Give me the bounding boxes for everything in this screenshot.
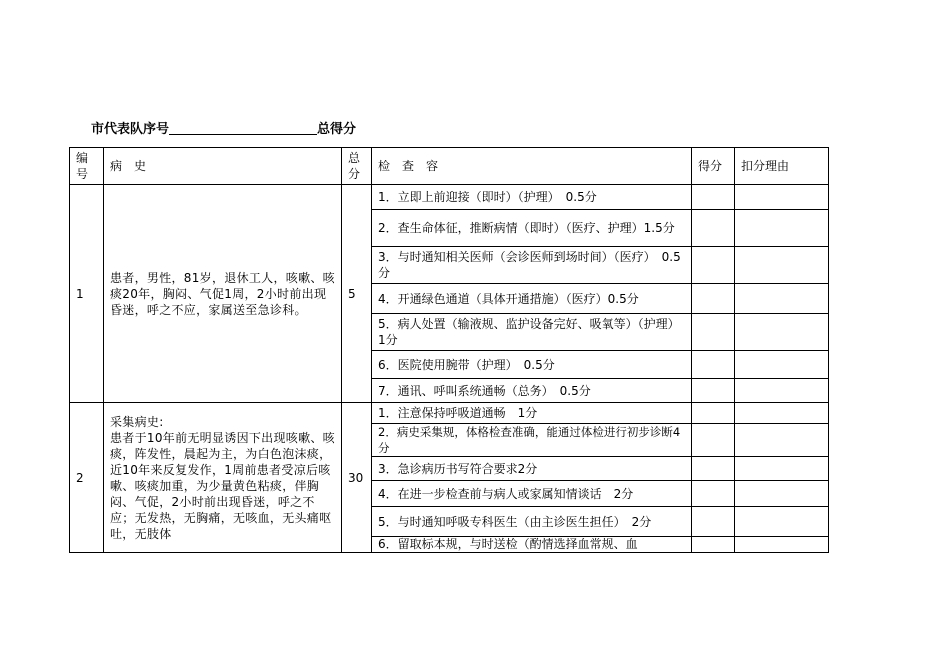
section2-item-5: 5．与时通知呼吸专科医生（由主诊医生担任） 2分: [372, 507, 692, 537]
section2-item-1: 1．注意保持呼吸道通畅 1分: [372, 403, 692, 424]
table-row: [70, 185, 829, 210]
section2-item-6: 6．留取标本规，与时送检（酌情选择血常规、血: [372, 537, 692, 553]
reason-cell[interactable]: [735, 351, 829, 379]
section1-item-3: 3．与时通知相关医师（会诊医师到场时间）（医疗） 0.5分: [372, 247, 692, 284]
header-history: 病 史: [104, 148, 342, 185]
reason-cell[interactable]: [735, 185, 829, 210]
header-reason: 扣分理由: [735, 148, 829, 185]
section2-history: 患者于10年前无明显诱因下出现咳嗽、咳痰，阵发性，晨起为主，为白色泡沫痰，近10年来反复发作，1周前患者受凉后咳嗽、咳痰加重，为少量黄色粘痰，伴胸闷、气促，2小时前出现昏迷，呼之不应；无发热，无胸痛，无咳血，无头痛呕吐，无肢体: [110, 430, 335, 541]
score-cell[interactable]: [692, 537, 735, 553]
score-cell[interactable]: [692, 481, 735, 507]
score-cell[interactable]: [692, 284, 735, 314]
section1-item-6: 6．医院使用腕带（护理） 0.5分: [372, 351, 692, 379]
section2-item-3: 3．急诊病历书写符合要求2分: [372, 457, 692, 481]
reason-cell[interactable]: [735, 403, 829, 424]
reason-cell[interactable]: [735, 284, 829, 314]
score-cell[interactable]: [692, 314, 735, 351]
reason-cell[interactable]: [735, 481, 829, 507]
section2-num: 2: [70, 403, 104, 553]
reason-cell[interactable]: [735, 507, 829, 537]
section1-item-1: 1．立即上前迎接（即时）（护理） 0.5分: [372, 185, 692, 210]
section1-num: 1: [70, 185, 104, 403]
score-cell[interactable]: [692, 351, 735, 379]
section1-total: 5: [342, 185, 372, 403]
header-num: 编号: [70, 148, 104, 185]
reason-cell[interactable]: [735, 457, 829, 481]
section1-item-7: 7．通讯、呼叫系统通畅（总务） 0.5分: [372, 379, 692, 403]
score-cell[interactable]: [692, 379, 735, 403]
reason-cell[interactable]: [735, 537, 829, 553]
score-cell[interactable]: [692, 403, 735, 424]
form-header: [91, 117, 356, 137]
section2-history-title: 采集病史:: [110, 414, 164, 429]
header-score: 得分: [692, 148, 735, 185]
section2-item-2: 2．病史采集规，体格检查准确，能通过体检进行初步诊断4分: [372, 424, 692, 457]
reason-cell[interactable]: [735, 247, 829, 284]
header-content: 检 查 容: [372, 148, 692, 185]
section2-history-cell: [104, 403, 342, 553]
total-score-label: 总得分: [317, 121, 357, 137]
score-cell[interactable]: [692, 247, 735, 284]
score-cell[interactable]: [692, 185, 735, 210]
assessment-table: [69, 147, 829, 553]
table-row: [70, 403, 829, 424]
header-total: 总分: [342, 148, 372, 185]
reason-cell[interactable]: [735, 379, 829, 403]
reason-cell[interactable]: [735, 424, 829, 457]
reason-cell[interactable]: [735, 210, 829, 247]
section1-item-2: 2．查生命体征，推断病情（即时）（医疗、护理）1.5分: [372, 210, 692, 247]
section1-item-4: 4．开通绿色通道（具体开通措施）（医疗）0.5分: [372, 284, 692, 314]
score-cell[interactable]: [692, 457, 735, 481]
reason-cell[interactable]: [735, 314, 829, 351]
section1-item-5: 5．病人处置（输液规、监护设备完好、吸氧等）（护理）1分: [372, 314, 692, 351]
section1-history: 患者，男性，81岁，退休工人，咳嗽、咳痰20年，胸闷、气促1周，2小时前出现昏迷，呼之不应，家属送至急诊科。: [104, 185, 342, 403]
score-cell[interactable]: [692, 424, 735, 457]
team-number-blank[interactable]: [169, 120, 317, 135]
section2-total: 30: [342, 403, 372, 553]
section2-item-4: 4．在进一步检查前与病人或家属知情谈话 2分: [372, 481, 692, 507]
team-number-label: 市代表队序号: [91, 121, 170, 137]
score-cell[interactable]: [692, 210, 735, 247]
score-cell[interactable]: [692, 507, 735, 537]
table-header-row: [70, 148, 829, 185]
